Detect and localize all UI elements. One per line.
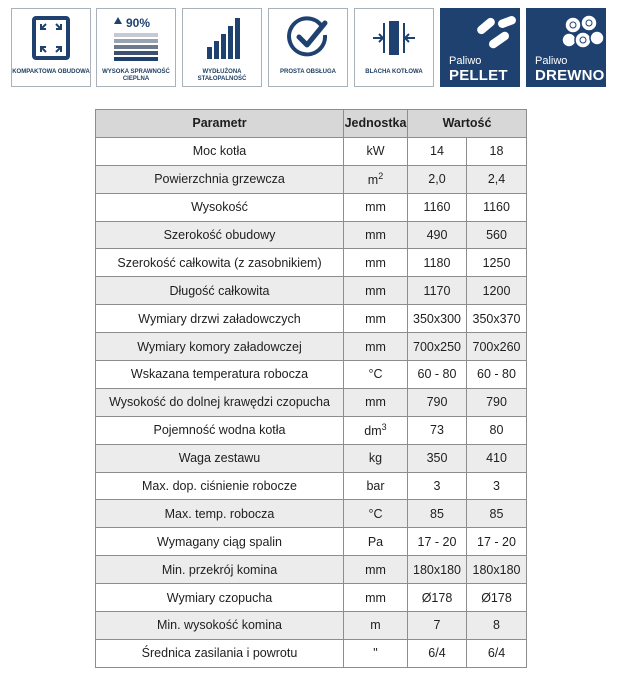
pellet-icon xyxy=(469,13,519,53)
value-cell-1: Ø178 xyxy=(408,584,467,612)
param-cell: Szerokość całkowita (z zasobnikiem) xyxy=(96,249,344,277)
value-cell-1: 73 xyxy=(408,416,467,444)
feature-caption: WYSOKA SPRAWNOŚĆ CIEPLNA xyxy=(102,69,170,82)
table-row xyxy=(96,444,527,472)
param-cell: Wymiary czopucha xyxy=(96,584,344,612)
value-cell-1: 350 xyxy=(408,444,467,472)
value-cell-2: 1200 xyxy=(467,277,527,305)
feature-easy-operation xyxy=(268,8,348,87)
unit-text: dm xyxy=(364,424,382,439)
unit-text: mm xyxy=(365,395,386,410)
feature-compact-housing xyxy=(11,8,91,87)
table-row xyxy=(96,556,527,584)
unit-text: mm xyxy=(365,590,386,605)
value-cell-2: 8 xyxy=(467,612,527,640)
feature-burn-time xyxy=(182,8,262,87)
value-cell-1: 1180 xyxy=(408,249,467,277)
unit-text: bar xyxy=(366,479,385,494)
value-cell-1: 6/4 xyxy=(408,639,467,667)
value-cell-2: 1160 xyxy=(467,193,527,221)
unit-exponent: 3 xyxy=(381,422,387,433)
wood-logs-icon xyxy=(561,13,605,51)
unit-text: kW xyxy=(366,144,385,159)
value-cell-1: 85 xyxy=(408,500,467,528)
compact-housing-icon xyxy=(28,15,74,61)
value-cell-1: 2,0 xyxy=(408,165,467,193)
value-cell-2: 790 xyxy=(467,388,527,416)
value-cell-2: 3 xyxy=(467,472,527,500)
value-cell-1: 17 - 20 xyxy=(408,528,467,556)
table-row xyxy=(96,612,527,640)
value-cell-1: 490 xyxy=(408,221,467,249)
unit-cell xyxy=(344,556,408,584)
header-wartosc: Wartość xyxy=(408,110,527,138)
checkmark-circle-icon xyxy=(285,15,331,61)
value-cell-1: 1170 xyxy=(408,277,467,305)
table-row xyxy=(96,277,527,305)
unit-exponent: 2 xyxy=(378,171,384,182)
unit-cell xyxy=(344,612,408,640)
unit-text: mm xyxy=(365,228,386,242)
param-cell: Waga zestawu xyxy=(96,444,344,472)
value-cell-2: 180x180 xyxy=(467,556,527,584)
value-cell-2: 1250 xyxy=(467,249,527,277)
param-cell: Max. dop. ciśnienie robocze xyxy=(96,472,344,500)
table-row xyxy=(96,333,527,361)
fuel-pellet-badge xyxy=(440,8,520,87)
value-cell-2: 80 xyxy=(467,416,527,444)
efficiency-stack-icon xyxy=(106,15,166,61)
param-cell: Moc kotła xyxy=(96,137,344,165)
value-cell-1: 350x300 xyxy=(408,305,467,333)
unit-cell xyxy=(344,221,408,249)
value-cell-1: 1160 xyxy=(408,193,467,221)
unit-text: Pa xyxy=(367,534,384,549)
param-cell: Wskazana temperatura robocza xyxy=(96,361,344,389)
value-cell-2: 85 xyxy=(467,500,527,528)
header-jednostka: Jednostka xyxy=(344,110,408,138)
table-row xyxy=(96,137,527,165)
value-cell-2: 700x260 xyxy=(467,333,527,361)
unit-cell xyxy=(344,416,408,444)
value-cell-1: 700x250 xyxy=(408,333,467,361)
unit-cell xyxy=(344,444,408,472)
fuel-label-small: Paliwo xyxy=(449,55,482,67)
param-cell: Wymiary drzwi załadowczych xyxy=(96,305,344,333)
unit-cell xyxy=(344,277,408,305)
table-row xyxy=(96,584,527,612)
unit-cell xyxy=(344,639,408,667)
unit-text: mm xyxy=(365,283,386,298)
unit-cell xyxy=(344,500,408,528)
fuel-wood-badge xyxy=(526,8,606,87)
unit-cell xyxy=(344,584,408,612)
unit-text: mm xyxy=(365,339,386,354)
value-cell-2: 60 - 80 xyxy=(467,361,527,389)
unit-cell xyxy=(344,165,408,193)
table-row xyxy=(96,305,527,333)
param-cell: Powierzchnia grzewcza xyxy=(96,165,344,193)
table-row xyxy=(96,472,527,500)
param-cell: Średnica zasilania i powrotu xyxy=(96,639,344,667)
unit-text: mm xyxy=(365,200,386,215)
table-row xyxy=(96,500,527,528)
value-cell-1: 7 xyxy=(408,612,467,640)
param-cell: Wymagany ciąg spalin xyxy=(96,528,344,556)
unit-cell xyxy=(344,333,408,361)
unit-cell xyxy=(344,472,408,500)
value-cell-1: 790 xyxy=(408,388,467,416)
param-cell: Szerokość obudowy xyxy=(96,221,344,249)
table-row xyxy=(96,388,527,416)
feature-caption: WYDŁUŻONA STAŁOPALNOŚĆ xyxy=(197,69,247,82)
unit-text: m xyxy=(370,618,381,633)
value-cell-1: 3 xyxy=(408,472,467,500)
value-cell-1: 14 xyxy=(408,137,467,165)
param-cell: Min. wysokość komina xyxy=(96,612,344,640)
value-cell-2: 2,4 xyxy=(467,165,527,193)
value-cell-2: Ø178 xyxy=(467,584,527,612)
feature-caption: PROSTA OBSŁUGA xyxy=(279,69,336,75)
value-cell-2: 17 - 20 xyxy=(467,528,527,556)
unit-text: mm xyxy=(365,311,386,326)
steel-plate-icon xyxy=(371,15,417,61)
unit-text: mm xyxy=(365,562,386,577)
unit-text: kg xyxy=(368,451,383,466)
table-row xyxy=(96,193,527,221)
table-row xyxy=(96,639,527,667)
value-cell-1: 180x180 xyxy=(408,556,467,584)
value-cell-2: 6/4 xyxy=(467,639,527,667)
feature-caption: KOMPAKTOWA OBUDOWA xyxy=(12,69,90,75)
feature-icons-bar xyxy=(0,0,618,100)
value-cell-2: 560 xyxy=(467,221,527,249)
value-cell-2: 18 xyxy=(467,137,527,165)
feature-boiler-plate xyxy=(354,8,434,87)
fuel-label-big: PELLET xyxy=(449,67,508,84)
unit-text: m xyxy=(367,173,379,188)
efficiency-badge: 90% xyxy=(126,16,151,30)
unit-cell xyxy=(344,305,408,333)
param-cell: Wysokość do dolnej krawędzi czopucha xyxy=(96,388,344,416)
header-parametr: Parametr xyxy=(96,110,344,138)
unit-cell xyxy=(344,193,408,221)
unit-cell xyxy=(344,361,408,389)
table-row xyxy=(96,361,527,389)
fuel-label-big: DREWNO xyxy=(535,67,605,84)
value-cell-1: 60 - 80 xyxy=(408,361,467,389)
unit-cell xyxy=(344,528,408,556)
param-cell: Min. przekrój komina xyxy=(96,556,344,584)
unit-cell xyxy=(344,388,408,416)
value-cell-2: 410 xyxy=(467,444,527,472)
table-row xyxy=(96,416,527,444)
fuel-label-small: Paliwo xyxy=(535,55,568,67)
table-row xyxy=(96,528,527,556)
feature-caption: BLACHA KOTŁOWA xyxy=(365,69,423,75)
feature-efficiency xyxy=(96,8,176,87)
unit-text: °C xyxy=(368,367,383,382)
unit-text: °C xyxy=(368,506,383,521)
spec-table-body xyxy=(96,137,527,667)
table-row xyxy=(96,165,527,193)
param-cell: Pojemność wodna kotła xyxy=(96,416,344,444)
table-row xyxy=(96,249,527,277)
unit-text: " xyxy=(373,646,378,661)
param-cell: Długość całkowita xyxy=(96,277,344,305)
spec-table-header xyxy=(96,110,527,138)
param-cell: Wymiary komory załadowczej xyxy=(96,333,344,361)
unit-cell xyxy=(344,137,408,165)
value-cell-2: 350x370 xyxy=(467,305,527,333)
spec-table xyxy=(95,109,527,668)
table-row xyxy=(96,221,527,249)
unit-cell xyxy=(344,249,408,277)
unit-text: mm xyxy=(365,255,386,270)
param-cell: Max. temp. robocza xyxy=(96,500,344,528)
rising-bars-icon xyxy=(199,15,245,61)
param-cell: Wysokość xyxy=(96,193,344,221)
